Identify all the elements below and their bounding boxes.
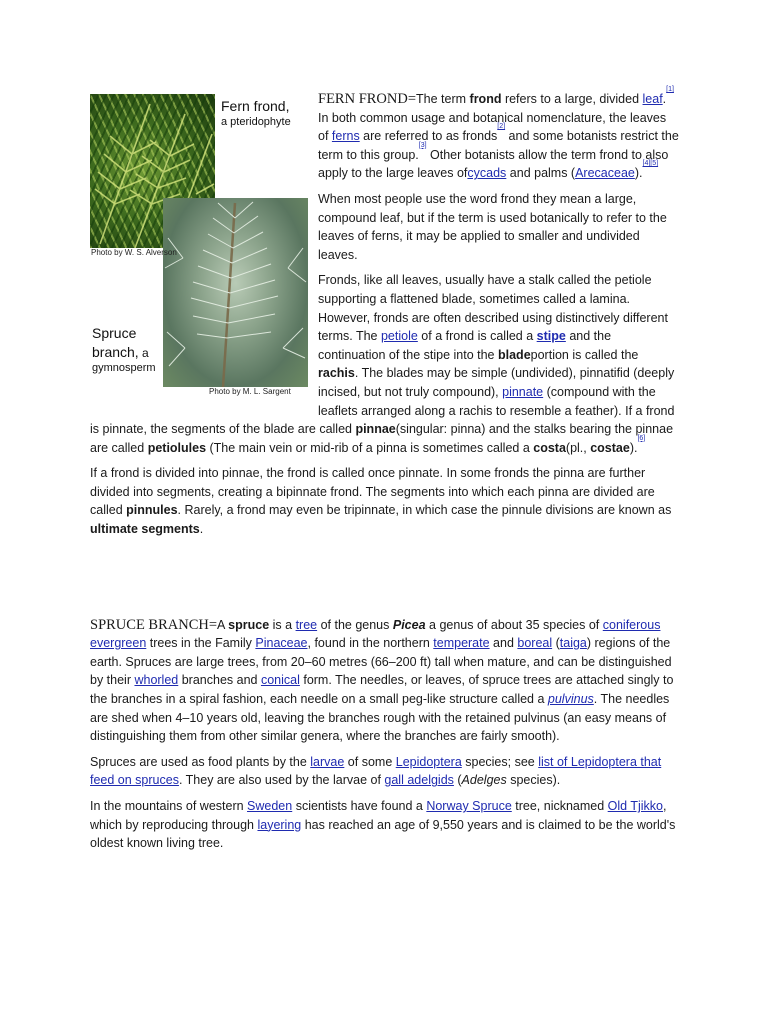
link-boreal[interactable]: boreal	[517, 636, 553, 651]
spruce-branch-drawing	[163, 198, 308, 387]
spruce-paragraph-3	[90, 797, 680, 853]
ref-link-3[interactable]: [3]	[418, 141, 427, 149]
fern-paragraph-2: When most people use the word frond they mean a large, compound leaf, but if the term is used botanically to refer to the leaves of ferns, it may be applied to smaller and undivided leaves.	[318, 191, 667, 262]
section-spacer	[90, 546, 680, 616]
link-conical[interactable]: conical	[260, 673, 300, 688]
text: . The needles are shed when 4–10 years old, leaving the branches rough with the retained pulvinus (an easy means of distinguishing them from other similar genera, where the branches are fairly smooth).	[90, 692, 670, 744]
text: . The blades may be simple (undivided), pinnatifid (deeply incised, but not truly compound),	[318, 366, 675, 399]
link-ferns[interactable]: ferns	[331, 129, 360, 144]
text: and palms (	[506, 166, 576, 181]
text: (singular: pinna) and the stalks bearing the pinnae are called	[90, 422, 674, 455]
spruce-caption-word2: branch,	[92, 344, 139, 360]
text: (pl.,	[565, 440, 591, 455]
text: In the mountains of western	[90, 799, 248, 813]
bold-italic-term-picea: Picea	[392, 617, 426, 632]
link-cycads[interactable]: cycads	[467, 166, 507, 181]
link-pinaceae[interactable]: Pinaceae	[255, 636, 308, 651]
spruce-branch-heading: SPRUCE BRANCH=	[90, 616, 218, 633]
text: trees in the Family	[146, 636, 256, 651]
text: If a frond is divided into pinnae, the frond is called once pinnate. In some fronds the pinna are further divided into segments, creating a bipinnate frond. The segments into which each pinna are divided are called	[90, 466, 655, 518]
text: , which by reproducing through	[90, 799, 667, 832]
link-stipe[interactable]: stipe	[536, 329, 566, 344]
spruce-paragraph-2	[90, 753, 680, 790]
text: refers to a large, divided	[501, 92, 643, 106]
bold-term-ultimate-segments: ultimate segments	[90, 522, 200, 537]
text: (The main vein or mid-rib of a pinna is sometimes called a	[206, 440, 534, 455]
text: is a	[269, 617, 296, 632]
spruce-branch-photo	[163, 198, 308, 387]
link-temperate[interactable]: temperate	[433, 636, 490, 651]
text: , found in the northern	[307, 636, 434, 651]
spruce-photo-credit: Photo by M. L. Sargent	[209, 387, 291, 396]
spruce-branch-caption-subtitle: gymnosperm	[92, 362, 156, 374]
text: Other botanists allow the term frond to also apply to the large leaves of	[318, 147, 669, 181]
spruce-branch-caption-title	[92, 324, 149, 363]
link-leaf[interactable]: leaf	[642, 92, 663, 106]
link-layering[interactable]: layering	[257, 817, 302, 832]
fern-frond-caption-subtitle: a pteridophyte	[221, 116, 291, 128]
text: Spruces are used as food plants by the	[90, 754, 311, 769]
bold-term-rachis: rachis	[318, 366, 355, 381]
text: ).	[629, 440, 638, 455]
text: tree, nicknamed	[511, 799, 608, 813]
text: and some botanists restrict the term to this group.	[318, 129, 679, 162]
link-pulvinus-text[interactable]: pulvinus	[547, 692, 594, 707]
text: (	[552, 636, 560, 651]
bold-term-costa: costa	[533, 440, 566, 455]
link-lepidoptera[interactable]: Lepidoptera	[395, 754, 462, 769]
link-evergreen[interactable]: evergreen	[90, 636, 147, 651]
text: and the continuation of the stipe into the	[318, 329, 612, 362]
ref-link-1[interactable]: [1]	[666, 86, 674, 93]
fern-spruce-figure	[90, 90, 308, 400]
text: . Rarely, a frond may even be tripinnate, in which case the pinnule divisions are known as	[177, 503, 672, 518]
document-page	[90, 86, 680, 860]
text: portion is called the	[530, 347, 639, 362]
text: ).	[634, 166, 643, 181]
text: species; see	[461, 754, 539, 769]
link-sweden[interactable]: Sweden	[247, 799, 293, 813]
text: ) regions of the earth. Spruces are large trees, from 20–60 metres (66–200 ft) tall when mature, and can be distinguished by their	[90, 636, 672, 688]
bold-term-petiolules: petiolules	[147, 440, 207, 455]
text: of some	[344, 754, 396, 769]
fern-photo-credit: Photo by W. S. Alverson	[91, 248, 177, 257]
text: and	[489, 636, 518, 651]
bold-term-pinnae: pinnae	[355, 422, 396, 437]
text: of a frond is called a	[417, 329, 537, 344]
ref-link-6[interactable]: [6]	[637, 434, 646, 442]
text: a genus of about 35 species of	[425, 617, 603, 632]
text: The term	[416, 92, 470, 106]
text: In both common usage and botanical nomenclature, the leaves of	[318, 110, 667, 144]
text: (	[453, 773, 462, 788]
link-gall-adelgids[interactable]: gall adelgids	[384, 773, 454, 788]
text: Fronds, like all leaves, usually have a stalk called the petiole supporting a flattened blade, sometimes called a lamina. However, fronds are often described using distinctively different terms. The	[318, 273, 668, 344]
text: branches and	[178, 673, 261, 688]
link-pinnate[interactable]: pinnate	[502, 384, 544, 399]
text: A	[217, 617, 229, 632]
link-norway-spruce[interactable]: Norway Spruce	[426, 799, 512, 813]
text: are referred to as fronds	[359, 129, 498, 144]
text: species).	[506, 773, 561, 788]
spruce-caption-word1: Spruce	[92, 325, 137, 341]
link-coniferous[interactable]: coniferous	[602, 617, 661, 632]
fern-frond-heading: FERN FROND=	[318, 91, 417, 107]
bold-term-costae: costae	[590, 440, 630, 455]
text: . They are also used by the larvae of	[178, 773, 385, 788]
link-tree[interactable]: tree	[295, 617, 318, 632]
spruce-caption-word3: a	[138, 346, 149, 360]
fern-paragraph-4	[90, 464, 680, 538]
link-petiole[interactable]: petiole	[380, 329, 418, 344]
link-whorled[interactable]: whorled	[134, 673, 179, 688]
link-arecaceae[interactable]: Arecaceae	[575, 166, 635, 181]
link-larvae[interactable]: larvae	[310, 754, 345, 769]
bold-term-pinnules: pinnules	[126, 503, 178, 518]
spruce-paragraph-1	[90, 616, 680, 746]
link-pulvinus[interactable]	[548, 692, 594, 706]
bold-term-frond: frond	[469, 92, 502, 106]
ref-link-4-5[interactable]: [4][5]	[642, 160, 659, 168]
bold-term-blade: blade	[498, 347, 531, 362]
text: has reached an age of 9,550 years and is claimed to be the world's oldest known living tree.	[90, 817, 676, 851]
text: (compound with the leaflets arranged along a rachis to resemble a feather). If a frond is pinnate, the segments of the blade are called	[90, 384, 675, 437]
link-old-tjikko[interactable]: Old Tjikko	[607, 799, 664, 813]
bold-term-spruce: spruce	[228, 617, 270, 632]
italic-term-adelges: Adelges	[461, 773, 507, 788]
ref-link-2[interactable]: [2]	[497, 123, 506, 131]
link-list-lepidoptera-spruces[interactable]: list of Lepidoptera that feed on spruces	[90, 754, 662, 788]
link-taiga[interactable]: taiga	[559, 636, 587, 651]
fern-frond-caption-title: Fern frond,	[221, 98, 290, 114]
text: scientists have found a	[292, 799, 427, 813]
text: of the genus	[317, 617, 393, 632]
text: .	[199, 522, 204, 537]
text: .	[662, 92, 667, 106]
text: form. The needles, or leaves, of spruce trees are attached singly to the branches in a spiral fashion, each needle on a small peg-like structure called a	[90, 673, 674, 707]
